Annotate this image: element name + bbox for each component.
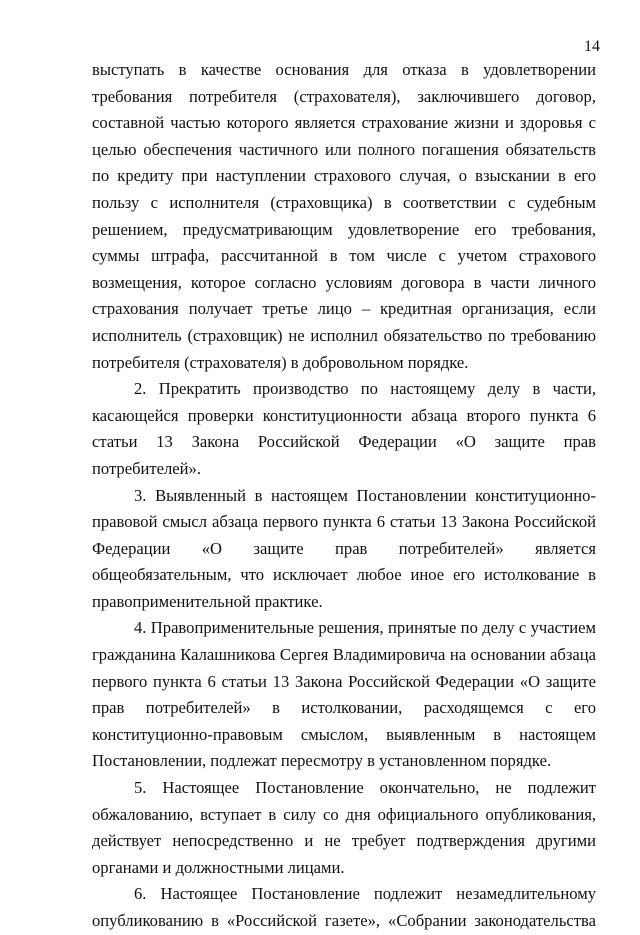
paragraph-continuation: выступать в качестве основания для отказа в удовлетворении требования потребителя (страхователя), заключившего договор, составной частью которого является страхование жизни и здоровья с целью обеспечения частичного или полного погашения обязательств по кредиту при наступлении страхового случая, о взыскании в его пользу с исполнителя (страховщика) в соответствии с судебным решением, предусматривающим удовлетворение его требования, суммы штрафа, рассчитанной в том числе с учетом страхового возмещения, которое согласно условиям договора в части личного страхования получает третье лицо – кредитная организация, если исполнитель (страховщик) не исполнил обязательство по требованию потребителя (страхователя) в добровольном порядке.: [92, 60, 596, 372]
paragraph-item-4: 4. Правоприменительные решения, принятые по делу с участием гражданина Калашникова Сергея Владимировича на основании абзаца первого пункта 6 статьи 13 Закона Российской Федерации «О защите прав потребителей» в истолковании, расходящемся с его конституционно-правовым смыслом, выявленным в настоящем Постановлении, подлежат пересмотру в установленном порядке.: [92, 618, 596, 771]
paragraph-item-3: 3. Выявленный в настоящем Постановлении конституционно-правовой смысл абзаца первого пункта 6 статьи 13 Закона Российской Федерации «О защите прав потребителей» является общеобязательным, что исключает любое иное его истолкование в правоприменительной практике.: [92, 485, 596, 611]
paragraph-item-2: 2. Прекратить производство по настоящему делу в части, касающейся проверки конституционности абзаца второго пункта 6 статьи 13 Закона Российской Федерации «О защите прав потребителей».: [92, 379, 596, 478]
document-body: [92, 57, 596, 935]
page-number: 14: [584, 38, 600, 55]
paragraph-item-5: 5. Настоящее Постановление окончательно, не подлежит обжалованию, вступает в силу со дня официального опубликования, действует непосредственно и не требует подтверждения другими органами и должностными лицами.: [92, 778, 596, 877]
paragraph-item-6: 6. Настоящее Постановление подлежит незамедлительному опубликованию в «Российской газете», «Собрании законодательства: [92, 884, 596, 930]
